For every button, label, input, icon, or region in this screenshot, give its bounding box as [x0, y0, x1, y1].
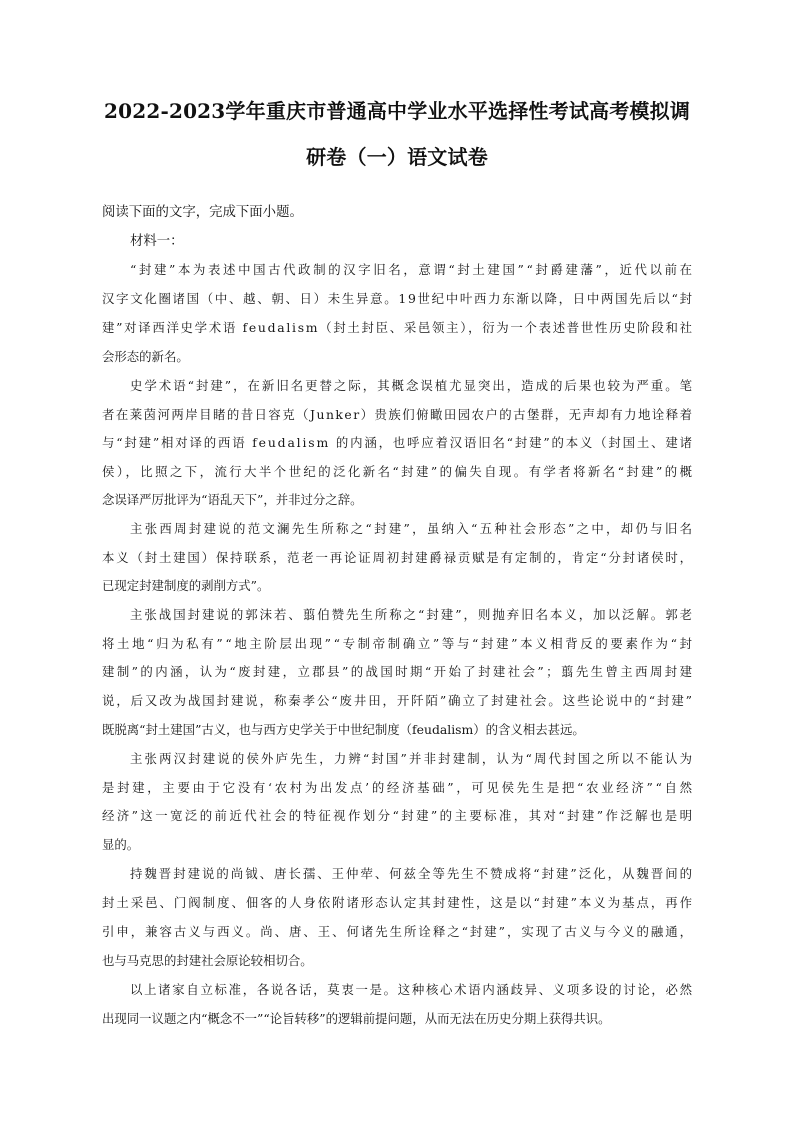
passage-line: 经济”这一宽泛的前近代社会的特征视作划分“封建”的主要标准，其对“封建”作泛解也是明: [102, 808, 695, 823]
passage-line: 汉字文化圈诸国（中、越、朝、日）未生异意。19世纪中叶西力东渐以降，日中两国先后以“封: [102, 291, 694, 306]
material-one-label: 材料一：: [130, 234, 184, 249]
exam-title-line-1: 2022-2023学年重庆市普通高中学业水平选择性考试高考模拟调: [103, 99, 691, 123]
passage-line: 侯），比照之下，流行大半个世纪的泛化新名“封建”的偏失自现。有学者将新名“封建”的概: [102, 464, 695, 479]
passage-line: 者在莱茵河两岸目睹的昔日容克（Junker）贵族们俯瞰田园农户的古堡群，无声却有力地诠释着: [102, 407, 694, 422]
reading-instruction: 阅读下面的文字，完成下面小题。: [102, 205, 303, 220]
passage-line: 主张西周封建说的范文澜先生所称之“封建”，虽纳入“五种社会形态”之中，却仍与旧名: [130, 521, 695, 536]
exam-title-line-2: 研卷（一）语文试卷: [306, 145, 488, 169]
passage-line: 封土采邑、门阀制度、佃客的人身依附诸形态认定其封建性，这是以“封建”本义为基点，再作: [102, 895, 694, 910]
passage-line: 主张两汉封建说的侯外庐先生，力辨“封国”并非封建制，认为“周代封国之所以不能认为: [130, 751, 695, 766]
passage-line: 既脱离“封土建国”古义，也与西方史学关于中世纪制度（feudalism）的含义相去甚远。: [102, 722, 585, 737]
passage-line: 也与马克思的封建社会原论较相切合。: [102, 953, 313, 968]
passage-line: 建制”的内涵，认为“废封建，立郡县”的战国时期“开始了封建社会”；翦先生曾主西周封建: [102, 664, 695, 679]
passage-line: 念误译严厉批评为“语乱天下”，并非过分之辞。: [102, 492, 363, 507]
passage-line: 本义（封土建国）保持联系，范老一再论证周初封建爵禄贡赋是有定制的，肯定“分封诸侯时，: [102, 550, 694, 565]
passage-line: 已现定封建制度的剥削方式”。: [102, 578, 270, 593]
passage-line: 会形态的新名。: [102, 349, 189, 364]
passage-line: 持魏晋封建说的尚钺、唐长孺、王仲荦、何兹全等先生不赞成将“封建”泛化，从魏晋间的: [130, 866, 695, 881]
passage-line: “封建”本为表述中国古代政制的汉字旧名，意谓“封土建国”“封爵建藩”，近代以前在: [130, 262, 695, 277]
passage-line: 与“封建”相对译的西语 feudalism 的内涵，也呼应着汉语旧名“封建”的本义（封国土、建诸: [102, 435, 694, 450]
passage-line: 引申，兼容古义与西义。尚、唐、王、何诸先生所诠释之“封建”，实现了古义与今义的融通，: [102, 924, 694, 939]
passage-line: 主张战国封建说的郭沫若、翦伯赞先生所称之“封建”，则抛弃旧名本义，加以泛解。郭老: [130, 607, 695, 622]
passage-line: 建”对译西洋史学术语 feudalism（封土封臣、采邑领主），衍为一个表述普世性历史阶段和社: [102, 320, 694, 335]
passage-line: 以上诸家自立标准，各说各话，莫衷一是。这种核心术语内涵歧异、义项多设的讨论，必然: [130, 982, 694, 997]
passage-line: 是封建，主要由于它没有‘农村为出发点’的经济基础”，可见侯先生是把“农业经济”“自然: [102, 780, 695, 795]
passage-line: 出现同一议题之内“概念不一”“论旨转移”的逻辑前提问题，从而无法在历史分期上获得共识。: [102, 1011, 611, 1026]
passage-line: 史学术语“封建”，在新旧名更替之际，其概念误植尤显突出，造成的后果也较为严重。笔: [130, 378, 695, 393]
passage-line: 显的。: [102, 837, 140, 852]
passage-line: 将土地“归为私有”“地主阶层出现”“专制帝制确立”等与“封建”本义相背反的要素作为“封: [102, 636, 695, 651]
passage-line: 说，后又改为战国封建说，称秦孝公“废井田，开阡陌”确立了封建社会。这些论说中的“封建”: [102, 693, 694, 708]
